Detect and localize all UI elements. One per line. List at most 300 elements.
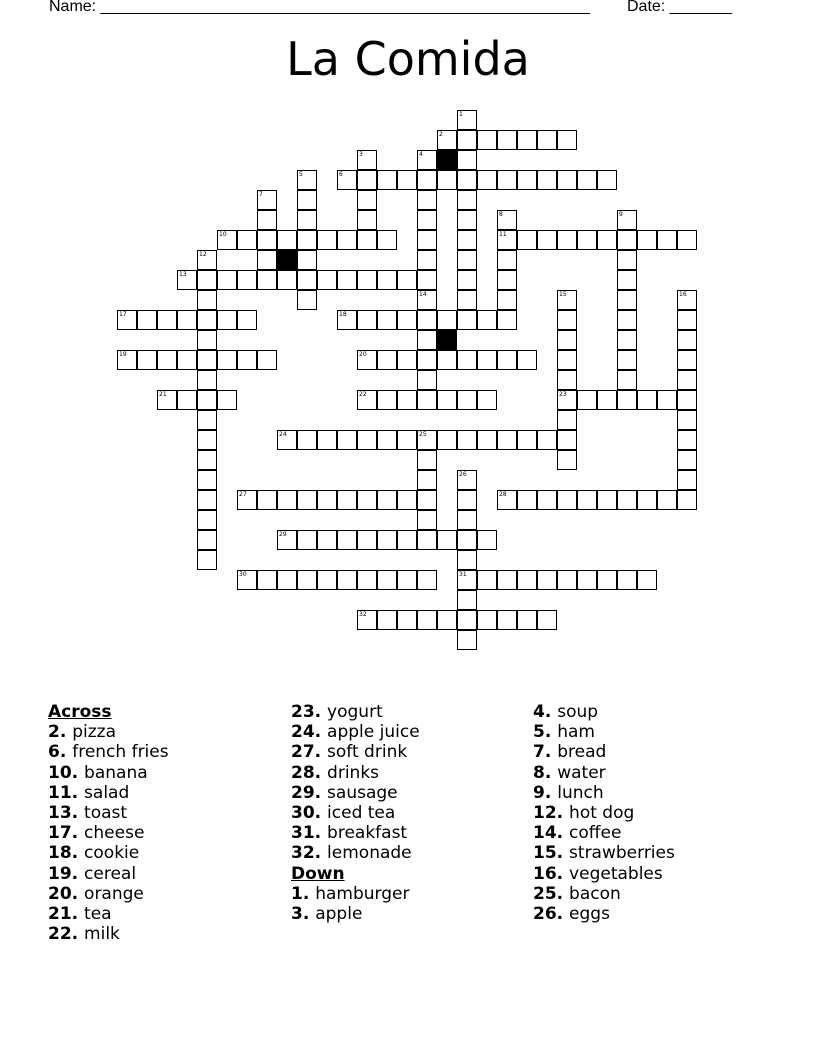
crossword-cell[interactable] [677, 350, 697, 370]
crossword-cell[interactable] [297, 530, 317, 550]
crossword-cell[interactable] [557, 230, 577, 250]
crossword-cell[interactable] [357, 490, 377, 510]
crossword-cell[interactable] [197, 550, 217, 570]
crossword-cell[interactable] [477, 390, 497, 410]
crossword-cell[interactable] [377, 530, 397, 550]
crossword-cell[interactable] [277, 530, 297, 550]
crossword-cell[interactable] [557, 430, 577, 450]
crossword-cell[interactable] [677, 430, 697, 450]
clue-column-1 [48, 702, 169, 944]
crossword-cell[interactable] [677, 370, 697, 390]
cell-number: 6 [339, 171, 343, 178]
crossword-cell[interactable] [497, 170, 517, 190]
crossword-cell[interactable] [457, 390, 477, 410]
cell-number: 13 [179, 271, 187, 278]
clue-text: apple [315, 904, 363, 925]
crossword-cell[interactable] [457, 310, 477, 330]
crossword-cell[interactable] [437, 530, 457, 550]
crossword-cell[interactable] [177, 350, 197, 370]
crossword-cell[interactable] [477, 130, 497, 150]
clue-item [533, 763, 675, 783]
crossword-cell[interactable] [297, 270, 317, 290]
clue-number: 11. [48, 782, 85, 803]
crossword-cell[interactable] [557, 570, 577, 590]
crossword-cell[interactable] [357, 310, 377, 330]
crossword-cell[interactable] [477, 610, 497, 630]
crossword-cell[interactable] [617, 570, 637, 590]
crossword-cell[interactable] [137, 350, 157, 370]
clue-item [48, 803, 169, 823]
crossword-cell[interactable] [257, 190, 277, 210]
crossword-cell[interactable] [417, 430, 437, 450]
crossword-cell[interactable] [517, 230, 537, 250]
clue-text: french fries [72, 742, 169, 763]
crossword-cell[interactable] [417, 290, 437, 310]
crossword-cell[interactable] [257, 490, 277, 510]
clue-number: 16. [533, 863, 570, 884]
crossword-cell[interactable] [337, 230, 357, 250]
crossword-cell[interactable] [657, 230, 677, 250]
crossword-cell[interactable] [417, 510, 437, 530]
crossword-cell[interactable] [477, 310, 497, 330]
crossword-cell[interactable] [317, 490, 337, 510]
crossword-cell[interactable] [417, 390, 437, 410]
clue-text: iced tea [327, 803, 396, 824]
cell-number: 30 [239, 571, 247, 578]
crossword-cell[interactable] [417, 210, 437, 230]
crossword-cell[interactable] [557, 130, 577, 150]
crossword-cell[interactable] [617, 330, 637, 350]
crossword-cell[interactable] [377, 170, 397, 190]
crossword-cell[interactable] [357, 530, 377, 550]
crossword-cell[interactable] [197, 430, 217, 450]
crossword-cell[interactable] [497, 270, 517, 290]
date-blank[interactable]: _______ [669, 0, 732, 15]
crossword-cell[interactable] [457, 110, 477, 130]
crossword-cell[interactable] [457, 230, 477, 250]
crossword-cell[interactable] [437, 390, 457, 410]
crossword-cell[interactable] [417, 150, 437, 170]
crossword-cell[interactable] [457, 490, 477, 510]
name-blank[interactable]: _______________________________________________________ [100, 0, 590, 15]
crossword-cell[interactable] [417, 370, 437, 390]
crossword-cell[interactable] [357, 270, 377, 290]
crossword-cell[interactable] [317, 270, 337, 290]
crossword-cell[interactable] [117, 310, 137, 330]
crossword-cell[interactable] [517, 170, 537, 190]
crossword-cell[interactable] [617, 250, 637, 270]
crossword-cell[interactable] [197, 510, 217, 530]
crossword-cell[interactable] [377, 610, 397, 630]
crossword-cell[interactable] [157, 310, 177, 330]
crossword-cell[interactable] [157, 350, 177, 370]
crossword-cell[interactable] [417, 470, 437, 490]
crossword-cell[interactable] [457, 210, 477, 230]
crossword-cell[interactable] [117, 350, 137, 370]
crossword-cell[interactable] [297, 570, 317, 590]
crossword-cell[interactable] [377, 230, 397, 250]
crossword-cell[interactable] [677, 290, 697, 310]
crossword-cell[interactable] [217, 270, 237, 290]
crossword-cell[interactable] [197, 310, 217, 330]
crossword-cell[interactable] [537, 570, 557, 590]
crossword-cell[interactable] [497, 570, 517, 590]
crossword-cell[interactable] [357, 170, 377, 190]
crossword-cell[interactable] [677, 390, 697, 410]
crossword-cell[interactable] [297, 250, 317, 270]
crossword-cell[interactable] [197, 450, 217, 470]
clue-number: 10. [48, 762, 85, 783]
crossword-black-cell [437, 330, 457, 350]
crossword-cell[interactable] [257, 270, 277, 290]
crossword-cell[interactable] [337, 490, 357, 510]
crossword-cell[interactable] [457, 590, 477, 610]
crossword-cell[interactable] [577, 230, 597, 250]
crossword-cell[interactable] [677, 470, 697, 490]
crossword-cell[interactable] [577, 570, 597, 590]
crossword-cell[interactable] [237, 490, 257, 510]
clue-text: orange [84, 883, 144, 904]
crossword-cell[interactable] [417, 330, 437, 350]
crossword-cell[interactable] [457, 290, 477, 310]
crossword-cell[interactable] [457, 270, 477, 290]
crossword-cell[interactable] [617, 290, 637, 310]
crossword-cell[interactable] [497, 350, 517, 370]
clue-text: toast [84, 803, 128, 824]
crossword-cell[interactable] [497, 310, 517, 330]
crossword-cell[interactable] [377, 270, 397, 290]
crossword-cell[interactable] [197, 530, 217, 550]
crossword-cell[interactable] [217, 350, 237, 370]
crossword-cell[interactable] [457, 350, 477, 370]
crossword-cell[interactable] [377, 310, 397, 330]
crossword-cell[interactable] [657, 390, 677, 410]
crossword-cell[interactable] [317, 530, 337, 550]
crossword-cell[interactable] [457, 430, 477, 450]
crossword-cell[interactable] [557, 410, 577, 430]
clue-text: salad [84, 782, 130, 803]
crossword-cell[interactable] [557, 330, 577, 350]
crossword-cell[interactable] [457, 570, 477, 590]
crossword-cell[interactable] [297, 230, 317, 250]
crossword-cell[interactable] [497, 250, 517, 270]
crossword-cell[interactable] [637, 390, 657, 410]
clue-column-3 [533, 702, 675, 924]
crossword-cell[interactable] [597, 570, 617, 590]
crossword-cell[interactable] [257, 570, 277, 590]
clue-item [533, 803, 675, 823]
clue-number: 1. [291, 883, 316, 904]
crossword-cell[interactable] [357, 210, 377, 230]
crossword-cell[interactable] [497, 230, 517, 250]
crossword-cell[interactable] [417, 310, 437, 330]
clue-item [291, 843, 420, 863]
crossword-cell[interactable] [617, 310, 637, 330]
crossword-cell[interactable] [377, 350, 397, 370]
crossword-cell[interactable] [337, 430, 357, 450]
crossword-cell[interactable] [437, 610, 457, 630]
crossword-cell[interactable] [557, 490, 577, 510]
crossword-cell[interactable] [457, 510, 477, 530]
crossword-cell[interactable] [257, 210, 277, 230]
crossword-cell[interactable] [197, 250, 217, 270]
clue-number: 18. [48, 843, 85, 864]
crossword-cell[interactable] [437, 430, 457, 450]
crossword-cell[interactable] [457, 170, 477, 190]
crossword-cell[interactable] [397, 350, 417, 370]
crossword-cell[interactable] [597, 390, 617, 410]
cell-number: 19 [119, 351, 127, 358]
crossword-cell[interactable] [197, 290, 217, 310]
crossword-cell[interactable] [357, 390, 377, 410]
cell-number: 16 [679, 291, 687, 298]
clue-text: strawberries [569, 843, 675, 864]
cell-number: 2 [439, 131, 443, 138]
crossword-cell[interactable] [617, 350, 637, 370]
crossword-cell[interactable] [497, 490, 517, 510]
crossword-cell[interactable] [297, 490, 317, 510]
clue-text: bacon [569, 883, 621, 904]
crossword-cell[interactable] [177, 390, 197, 410]
crossword-cell[interactable] [277, 270, 297, 290]
crossword-cell[interactable] [677, 410, 697, 430]
crossword-cell[interactable] [337, 270, 357, 290]
clue-number: 17. [48, 823, 85, 844]
crossword-cell[interactable] [357, 190, 377, 210]
crossword-cell[interactable] [357, 610, 377, 630]
crossword-cell[interactable] [277, 230, 297, 250]
crossword-cell[interactable] [237, 230, 257, 250]
crossword-cell[interactable] [337, 170, 357, 190]
crossword-cell[interactable] [477, 170, 497, 190]
clue-item [291, 904, 420, 924]
crossword-cell[interactable] [457, 190, 477, 210]
crossword-cell[interactable] [217, 310, 237, 330]
crossword-cell[interactable] [537, 430, 557, 450]
crossword-cell[interactable] [517, 490, 537, 510]
crossword-cell[interactable] [557, 170, 577, 190]
crossword-cell[interactable] [217, 230, 237, 250]
crossword-cell[interactable] [377, 430, 397, 450]
crossword-cell[interactable] [177, 310, 197, 330]
crossword-cell[interactable] [577, 490, 597, 510]
crossword-cell[interactable] [457, 150, 477, 170]
crossword-cell[interactable] [497, 210, 517, 230]
crossword-cell[interactable] [457, 470, 477, 490]
crossword-cell[interactable] [277, 490, 297, 510]
crossword-cell[interactable] [597, 490, 617, 510]
crossword-cell[interactable] [377, 490, 397, 510]
crossword-cell[interactable] [337, 530, 357, 550]
crossword-cell[interactable] [357, 230, 377, 250]
crossword-cell[interactable] [417, 610, 437, 630]
crossword-cell[interactable] [197, 390, 217, 410]
crossword-cell[interactable] [257, 350, 277, 370]
crossword-cell[interactable] [557, 350, 577, 370]
crossword-cell[interactable] [637, 570, 657, 590]
crossword-cell[interactable] [357, 150, 377, 170]
crossword-cell[interactable] [397, 490, 417, 510]
crossword-cell[interactable] [517, 610, 537, 630]
crossword-cell[interactable] [197, 490, 217, 510]
crossword-cell[interactable] [277, 430, 297, 450]
clue-text: cookie [84, 843, 140, 864]
crossword-cell[interactable] [397, 530, 417, 550]
crossword-cell[interactable] [277, 570, 297, 590]
crossword-cell[interactable] [357, 350, 377, 370]
crossword-cell[interactable] [537, 490, 557, 510]
crossword-cell[interactable] [477, 570, 497, 590]
crossword-cell[interactable] [197, 370, 217, 390]
crossword-cell[interactable] [597, 170, 617, 190]
crossword-cell[interactable] [677, 490, 697, 510]
crossword-cell[interactable] [197, 470, 217, 490]
crossword-cell[interactable] [477, 430, 497, 450]
crossword-cell[interactable] [497, 130, 517, 150]
crossword-cell[interactable] [417, 570, 437, 590]
crossword-cell[interactable] [397, 170, 417, 190]
crossword-cell[interactable] [417, 490, 437, 510]
crossword-cell[interactable] [377, 390, 397, 410]
crossword-cell[interactable] [197, 350, 217, 370]
crossword-cell[interactable] [617, 270, 637, 290]
crossword-cell[interactable] [617, 390, 637, 410]
crossword-cell[interactable] [457, 530, 477, 550]
crossword-cell[interactable] [417, 270, 437, 290]
clue-item [533, 904, 675, 924]
crossword-cell[interactable] [237, 350, 257, 370]
crossword-cell[interactable] [497, 610, 517, 630]
crossword-cell[interactable] [237, 570, 257, 590]
crossword-cell[interactable] [557, 370, 577, 390]
crossword-cell[interactable] [637, 490, 657, 510]
crossword-cell[interactable] [417, 250, 437, 270]
crossword-cell[interactable] [637, 230, 657, 250]
crossword-cell[interactable] [337, 310, 357, 330]
crossword-cell[interactable] [337, 570, 357, 590]
crossword-cell[interactable] [537, 230, 557, 250]
clue-text: breakfast [327, 823, 408, 844]
crossword-cell[interactable] [437, 130, 457, 150]
crossword-cell[interactable] [317, 230, 337, 250]
crossword-cell[interactable] [417, 190, 437, 210]
clue-item [291, 763, 420, 783]
crossword-cell[interactable] [237, 310, 257, 330]
crossword-cell[interactable] [437, 350, 457, 370]
crossword-cell[interactable] [517, 130, 537, 150]
cell-number: 15 [559, 291, 567, 298]
crossword-cell[interactable] [197, 270, 217, 290]
crossword-cell[interactable] [357, 430, 377, 450]
crossword-cell[interactable] [457, 630, 477, 650]
clue-number: 23. [291, 702, 328, 722]
crossword-cell[interactable] [677, 450, 697, 470]
crossword-cell[interactable] [297, 290, 317, 310]
crossword-cell[interactable] [457, 550, 477, 570]
crossword-cell[interactable] [437, 170, 457, 190]
crossword-cell[interactable] [677, 310, 697, 330]
clue-text: water [557, 762, 606, 783]
crossword-cell[interactable] [617, 370, 637, 390]
crossword-cell[interactable] [517, 570, 537, 590]
crossword-cell[interactable] [397, 390, 417, 410]
crossword-cell[interactable] [417, 350, 437, 370]
crossword-cell[interactable] [577, 390, 597, 410]
crossword-cell[interactable] [477, 350, 497, 370]
crossword-cell[interactable] [457, 130, 477, 150]
crossword-cell[interactable] [257, 250, 277, 270]
clue-number: 22. [48, 924, 85, 945]
crossword-cell[interactable] [477, 530, 497, 550]
crossword-cell[interactable] [297, 430, 317, 450]
crossword-cell[interactable] [677, 230, 697, 250]
crossword-cell[interactable] [457, 610, 477, 630]
crossword-cell[interactable] [557, 390, 577, 410]
crossword-cell[interactable] [557, 290, 577, 310]
crossword-cell[interactable] [357, 570, 377, 590]
crossword-cell[interactable] [297, 170, 317, 190]
crossword-cell[interactable] [217, 390, 237, 410]
cell-number: 24 [279, 431, 287, 438]
crossword-cell[interactable] [677, 330, 697, 350]
cell-number: 11 [499, 231, 507, 238]
crossword-cell[interactable] [137, 310, 157, 330]
crossword-cell[interactable] [457, 250, 477, 270]
crossword-cell[interactable] [377, 570, 397, 590]
crossword-black-cell [277, 250, 297, 270]
crossword-cell[interactable] [397, 310, 417, 330]
crossword-cell[interactable] [417, 170, 437, 190]
crossword-cell[interactable] [537, 610, 557, 630]
crossword-cell[interactable] [397, 610, 417, 630]
crossword-cell[interactable] [517, 430, 537, 450]
crossword-cell[interactable] [417, 230, 437, 250]
crossword-cell[interactable] [497, 290, 517, 310]
crossword-cell[interactable] [417, 450, 437, 470]
crossword-cell[interactable] [557, 450, 577, 470]
crossword-cell[interactable] [517, 350, 537, 370]
crossword-cell[interactable] [577, 170, 597, 190]
crossword-cell[interactable] [397, 570, 417, 590]
crossword-cell[interactable] [537, 170, 557, 190]
cell-number: 26 [459, 471, 467, 478]
crossword-cell[interactable] [617, 490, 637, 510]
crossword-cell[interactable] [177, 270, 197, 290]
crossword-cell[interactable] [397, 430, 417, 450]
crossword-cell[interactable] [317, 430, 337, 450]
crossword-cell[interactable] [617, 210, 637, 230]
crossword-cell[interactable] [317, 570, 337, 590]
crossword-cell[interactable] [617, 230, 637, 250]
crossword-cell[interactable] [257, 230, 277, 250]
crossword-cell[interactable] [497, 430, 517, 450]
crossword-cell[interactable] [237, 270, 257, 290]
crossword-cell[interactable] [557, 310, 577, 330]
crossword-cell[interactable] [297, 190, 317, 210]
crossword-cell[interactable] [397, 270, 417, 290]
crossword-cell[interactable] [157, 390, 177, 410]
crossword-cell[interactable] [297, 210, 317, 230]
crossword-cell[interactable] [657, 490, 677, 510]
crossword-cell[interactable] [417, 530, 437, 550]
crossword-cell[interactable] [197, 410, 217, 430]
crossword-cell[interactable] [197, 330, 217, 350]
crossword-cell[interactable] [437, 310, 457, 330]
cell-number: 18 [339, 311, 347, 318]
crossword-cell[interactable] [537, 130, 557, 150]
clue-text: tea [84, 904, 112, 925]
crossword-cell[interactable] [597, 230, 617, 250]
